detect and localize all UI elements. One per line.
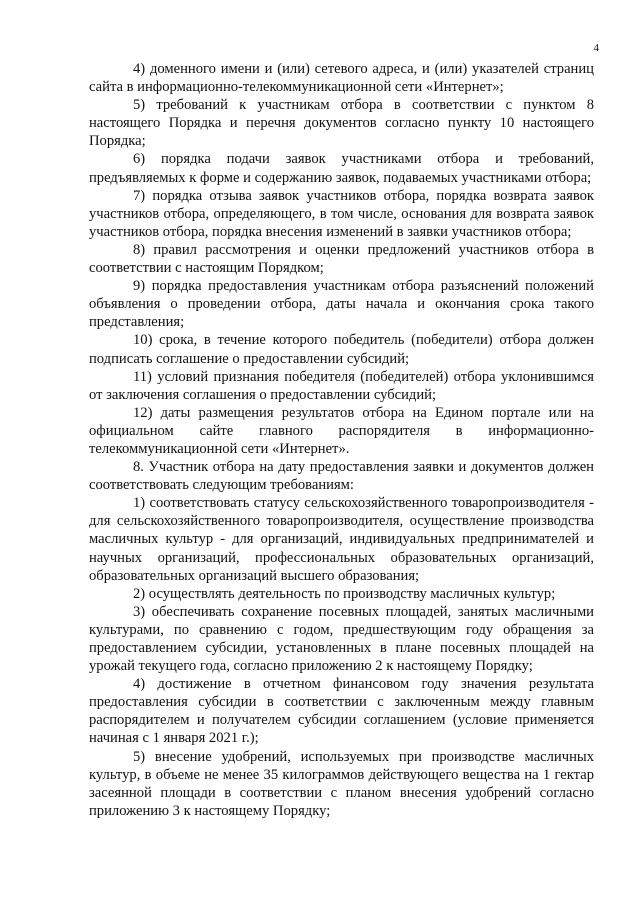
paragraph-item-11-evasion: 11) условий признания победителя (победителей) отбора уклонившимся от заключения соглашения о предоставлении субсидий; (89, 368, 594, 403)
paragraph-item-4-domain: 4) доменного имени и (или) сетевого адреса, и (или) указателей страниц сайта в информационно-телекоммуникационной сети «Интернет»; (89, 61, 594, 96)
paragraph-item-8-evaluation: 8) правил рассмотрения и оценки предложений участников отбора в соответствии с настоящим Порядком; (89, 241, 594, 277)
document-body (89, 60, 594, 820)
paragraph-item-6-submission: 6) порядка подачи заявок участниками отбора и требований, предъявляемых к форме и содержанию заявок, подаваемых участниками отбора; (89, 151, 594, 186)
paragraph-item-5-requirements: 5) требований к участникам отбора в соответствии с пунктом 8 настоящего Порядка и перечня документов согласно пункту 10 настоящего Порядка; (89, 97, 594, 150)
requirement-2-activity: 2) осуществлять деятельность по производству масличных культур; (133, 585, 556, 602)
paragraph-item-12-results: 12) даты размещения результатов отбора на Едином портале или на официальном сайте главного распорядителя в информационно-телекоммуникационной сети «Интернет». (89, 404, 594, 457)
requirement-5-fertilizers: 5) внесение удобрений, используемых при производстве масличных культур, в объеме не менее 35 килограммов действующего вещества на 1 гектар засеянной площади в соответствии с планом внесения удобрений согласно приложению 3 к настоящему Порядку; (89, 748, 594, 819)
requirement-4-result: 4) достижение в отчетном финансовом году значения результата предоставления субсидии в соответствии с заключенным между главным распорядителем и получателем субсидии соглашением (условие применяется начиная с 1 января 2021 г.); (89, 676, 594, 747)
paragraph-item-9-clarifications: 9) порядка предоставления участникам отбора разъяснений положений объявления о проведении отбора, даты начала и окончания срока такого представления; (89, 278, 594, 331)
page-number: 4 (593, 42, 599, 54)
requirement-3-areas: 3) обеспечивать сохранение посевных площадей, занятых масличными культурами, по сравнению с годом, предшествующим году обращения за предоставлением субсидии, установленных в плане посевных площадей на урожай текущего года, согласно приложению 2 к настоящему Порядку; (89, 603, 594, 675)
requirement-1-status: 1) соответствовать статусу сельскохозяйственного товаропроизводителя - для сельскохозяйственного товаропроизводителя, осуществление производства масличных культур - для организаций, индивидуальных предпринимателей и научных организаций, профессиональных образовательных организаций, образовательных организаций высшего образования; (89, 495, 594, 584)
section-8-heading-paragraph: 8. Участник отбора на дату предоставления заявки и документов должен соответствовать следующим требованиям: (89, 459, 594, 494)
paragraph-item-10-deadline: 10) срока, в течение которого победитель (победители) отбора должен подписать соглашение о предоставлении субсидий; (89, 332, 594, 367)
paragraph-item-7-withdrawal: 7) порядка отзыва заявок участников отбора, порядка возврата заявок участников отбора, определяющего, в том числе, основания для возврата заявок участников отбора, порядка внесения изменений в заявки участников отбора; (89, 187, 594, 240)
